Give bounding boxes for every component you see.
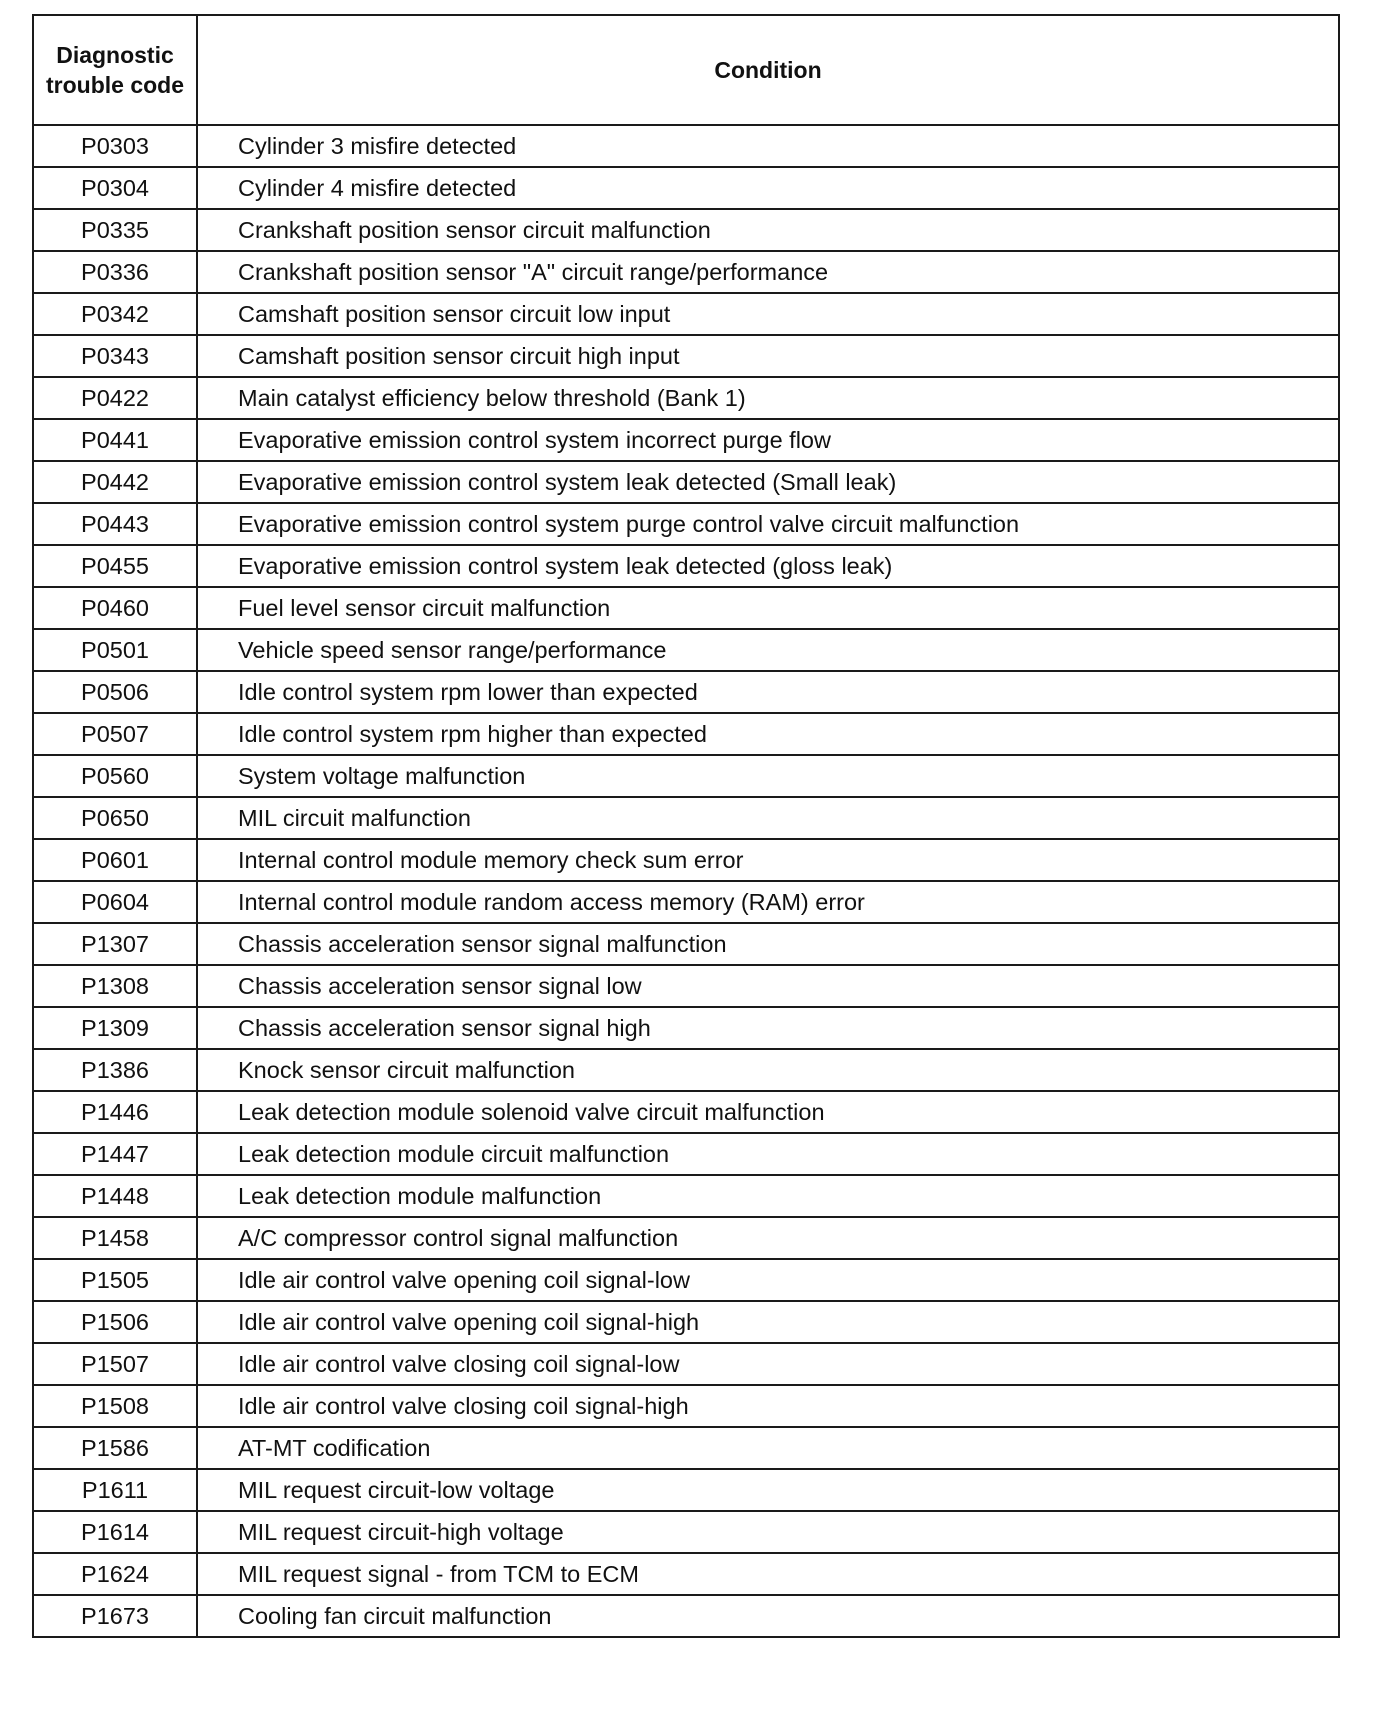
table-row [33,1469,1339,1511]
table-row [33,587,1339,629]
condition-cell: Evaporative emission control system leak detected (gloss leak) [197,545,1339,587]
table-row [33,923,1339,965]
condition-cell: Idle air control valve opening coil signal-low [197,1259,1339,1301]
table-body [33,125,1339,1637]
dtc-code-cell: P0650 [33,797,197,839]
table-row [33,251,1339,293]
condition-cell: Leak detection module malfunction [197,1175,1339,1217]
condition-cell: MIL request circuit-low voltage [197,1469,1339,1511]
table-row [33,1049,1339,1091]
table-row [33,1091,1339,1133]
condition-cell: Evaporative emission control system leak detected (Small leak) [197,461,1339,503]
dtc-code-cell: P1309 [33,1007,197,1049]
dtc-code-cell: P0304 [33,167,197,209]
condition-cell: Evaporative emission control system purge control valve circuit malfunction [197,503,1339,545]
condition-cell: Idle control system rpm lower than expected [197,671,1339,713]
condition-cell: Leak detection module solenoid valve circuit malfunction [197,1091,1339,1133]
dtc-code-cell: P0442 [33,461,197,503]
dtc-code-cell: P1505 [33,1259,197,1301]
condition-cell: Vehicle speed sensor range/performance [197,629,1339,671]
table-row [33,1511,1339,1553]
header-row [33,15,1339,125]
condition-cell: Idle air control valve closing coil signal-high [197,1385,1339,1427]
condition-cell: Idle air control valve opening coil signal-high [197,1301,1339,1343]
dtc-code-cell: P0303 [33,125,197,167]
table-row [33,755,1339,797]
dtc-code-cell: P0460 [33,587,197,629]
table-row [33,1133,1339,1175]
condition-cell: Chassis acceleration sensor signal malfunction [197,923,1339,965]
dtc-code-cell: P1507 [33,1343,197,1385]
table-row [33,1595,1339,1637]
table-row [33,1175,1339,1217]
condition-cell: A/C compressor control signal malfunction [197,1217,1339,1259]
table-row [33,1217,1339,1259]
condition-cell: System voltage malfunction [197,755,1339,797]
dtc-code-cell: P0336 [33,251,197,293]
dtc-code-cell: P1508 [33,1385,197,1427]
table-row [33,965,1339,1007]
dtc-code-cell: P0604 [33,881,197,923]
table-row [33,797,1339,839]
condition-cell: Idle air control valve closing coil signal-low [197,1343,1339,1385]
dtc-code-cell: P0501 [33,629,197,671]
condition-cell: Crankshaft position sensor circuit malfunction [197,209,1339,251]
table-row [33,377,1339,419]
dtc-code-cell: P0342 [33,293,197,335]
condition-cell: Chassis acceleration sensor signal low [197,965,1339,1007]
dtc-code-cell: P0455 [33,545,197,587]
dtc-code-cell: P0422 [33,377,197,419]
condition-cell: AT-MT codification [197,1427,1339,1469]
header-condition: Condition [197,15,1339,125]
dtc-table [32,14,1340,1638]
dtc-code-cell: P1624 [33,1553,197,1595]
condition-cell: Crankshaft position sensor "A" circuit range/performance [197,251,1339,293]
table-row [33,545,1339,587]
dtc-code-cell: P1446 [33,1091,197,1133]
table-row [33,209,1339,251]
dtc-code-cell: P0506 [33,671,197,713]
condition-cell: Leak detection module circuit malfunction [197,1133,1339,1175]
condition-cell: Fuel level sensor circuit malfunction [197,587,1339,629]
condition-cell: Evaporative emission control system incorrect purge flow [197,419,1339,461]
condition-cell: Cooling fan circuit malfunction [197,1595,1339,1637]
table-row [33,167,1339,209]
table-row [33,1301,1339,1343]
table-row [33,335,1339,377]
dtc-code-cell: P1307 [33,923,197,965]
dtc-code-cell: P0335 [33,209,197,251]
dtc-code-cell: P1458 [33,1217,197,1259]
table-row [33,503,1339,545]
dtc-code-cell: P1386 [33,1049,197,1091]
dtc-code-cell: P1586 [33,1427,197,1469]
dtc-code-cell: P0443 [33,503,197,545]
table-row [33,1343,1339,1385]
dtc-code-cell: P0601 [33,839,197,881]
condition-cell: Camshaft position sensor circuit high input [197,335,1339,377]
table-row [33,629,1339,671]
dtc-code-cell: P1447 [33,1133,197,1175]
dtc-code-cell: P1308 [33,965,197,1007]
table-row [33,125,1339,167]
condition-cell: Idle control system rpm higher than expected [197,713,1339,755]
condition-cell: MIL request signal - from TCM to ECM [197,1553,1339,1595]
dtc-code-cell: P1506 [33,1301,197,1343]
dtc-code-cell: P1611 [33,1469,197,1511]
condition-cell: Camshaft position sensor circuit low input [197,293,1339,335]
table-header [33,15,1339,125]
dtc-code-cell: P0507 [33,713,197,755]
condition-cell: Cylinder 4 misfire detected [197,167,1339,209]
table-row [33,1553,1339,1595]
header-diagnostic-trouble-code: Diagnostic trouble code [33,15,197,125]
table-row [33,1259,1339,1301]
condition-cell: Cylinder 3 misfire detected [197,125,1339,167]
condition-cell: Internal control module random access memory (RAM) error [197,881,1339,923]
dtc-code-cell: P0441 [33,419,197,461]
table-row [33,713,1339,755]
condition-cell: Chassis acceleration sensor signal high [197,1007,1339,1049]
table-row [33,1385,1339,1427]
condition-cell: MIL circuit malfunction [197,797,1339,839]
dtc-code-cell: P0560 [33,755,197,797]
dtc-code-cell: P0343 [33,335,197,377]
condition-cell: MIL request circuit-high voltage [197,1511,1339,1553]
condition-cell: Main catalyst efficiency below threshold (Bank 1) [197,377,1339,419]
dtc-table-container [32,14,1338,1638]
table-row [33,419,1339,461]
table-row [33,839,1339,881]
condition-cell: Internal control module memory check sum error [197,839,1339,881]
dtc-code-cell: P1448 [33,1175,197,1217]
table-row [33,293,1339,335]
table-row [33,671,1339,713]
table-row [33,461,1339,503]
dtc-code-cell: P1614 [33,1511,197,1553]
table-row [33,1427,1339,1469]
dtc-code-cell: P1673 [33,1595,197,1637]
table-row [33,881,1339,923]
table-row [33,1007,1339,1049]
condition-cell: Knock sensor circuit malfunction [197,1049,1339,1091]
